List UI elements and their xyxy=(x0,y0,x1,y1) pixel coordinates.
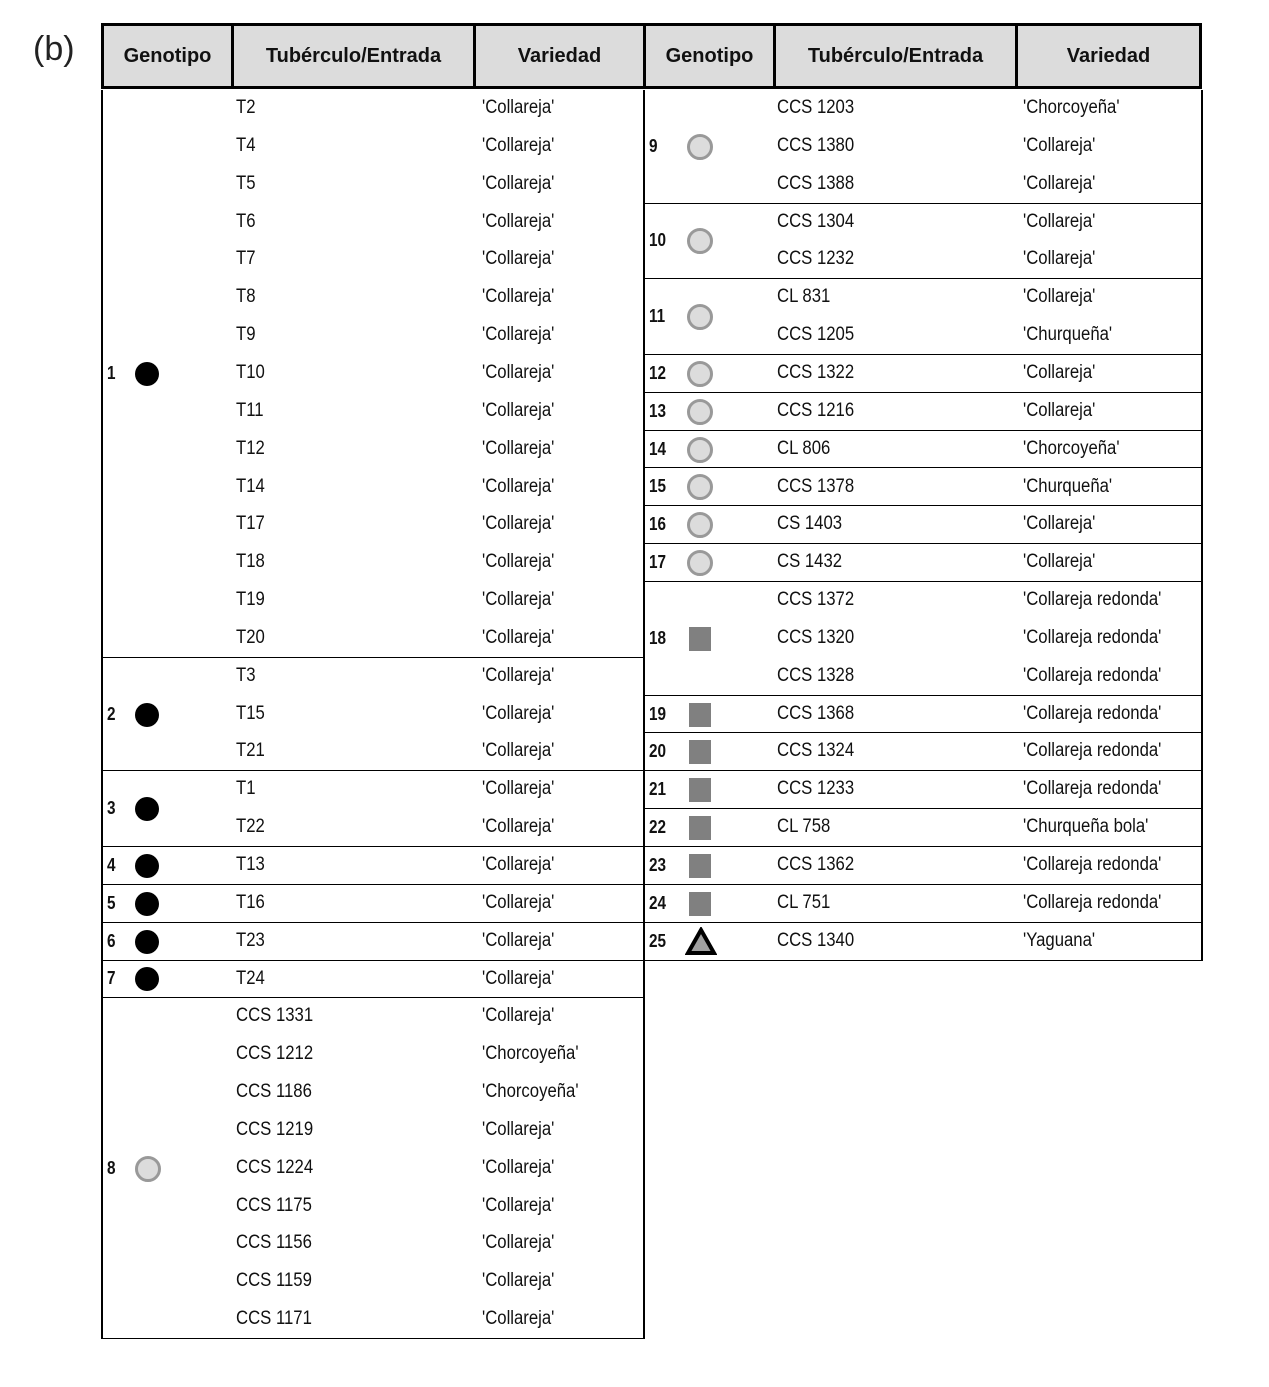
variety-cell: 'Churqueña bola' xyxy=(1023,816,1149,838)
genotype-number: 10 xyxy=(649,230,667,251)
variety-cell: 'Collareja' xyxy=(482,437,555,459)
variety-cell: 'Collareja' xyxy=(1023,361,1096,383)
genotype-group xyxy=(103,90,643,658)
hollow-circle-icon xyxy=(687,134,713,160)
variety-cell: 'Collareja' xyxy=(1023,399,1096,421)
variety-cell: 'Collareja' xyxy=(482,740,555,762)
variety-cell: 'Collareja' xyxy=(482,854,555,875)
variety-cell: 'Collareja' xyxy=(482,816,555,838)
genotype-number: 24 xyxy=(649,892,667,913)
variety-cell: 'Collareja' xyxy=(482,1118,555,1140)
tuber-cell: CCS 1233 xyxy=(777,778,855,800)
tuber-cell: T10 xyxy=(236,361,265,383)
panel-label: (b) xyxy=(33,30,75,68)
variety-cell: 'Collareja' xyxy=(482,361,555,383)
genotype-group xyxy=(103,771,643,847)
genotype-group xyxy=(103,658,643,772)
tuber-cell: CCS 1322 xyxy=(777,361,855,383)
tuber-cell: CCS 1159 xyxy=(236,1270,312,1292)
tuber-cell: T16 xyxy=(236,891,265,913)
filled-circle-icon xyxy=(135,703,159,727)
tuber-cell: T8 xyxy=(236,286,256,308)
filled-circle-icon xyxy=(135,892,159,916)
genotype-group xyxy=(645,771,1201,809)
hollow-circle-icon xyxy=(687,550,713,576)
header-variety-right: Variedad xyxy=(1066,45,1151,67)
variety-cell: 'Collareja' xyxy=(482,664,555,686)
genotype-number: 19 xyxy=(649,703,667,724)
variety-cell: 'Collareja' xyxy=(1023,210,1096,232)
tuber-cell: T20 xyxy=(236,626,265,648)
filled-circle-icon xyxy=(135,362,159,386)
genotype-number: 23 xyxy=(649,854,667,875)
filled-circle-icon xyxy=(135,854,159,878)
variety-cell: 'Chorcoyeña' xyxy=(1023,97,1120,118)
variety-cell: 'Collareja' xyxy=(482,626,555,648)
tuber-cell: CCS 1340 xyxy=(777,929,855,951)
genotype-group xyxy=(645,582,1201,696)
header-tuber-left: Tubérculo/Entrada xyxy=(234,26,476,86)
genotype-group xyxy=(645,469,1201,507)
genotype-group xyxy=(645,696,1201,734)
genotype-number: 4 xyxy=(107,854,116,875)
genotype-group xyxy=(645,393,1201,431)
tuber-cell: CS 1432 xyxy=(777,551,843,573)
tuber-cell: CCS 1219 xyxy=(236,1118,314,1140)
tuber-cell: T18 xyxy=(236,551,265,573)
genotype-number: 2 xyxy=(107,703,116,724)
variety-cell: 'Chorcoyeña' xyxy=(1023,437,1120,459)
square-icon xyxy=(689,703,711,727)
square-icon xyxy=(689,854,711,878)
header-tuber-right: Tubérculo/Entrada xyxy=(776,26,1018,86)
hollow-circle-icon xyxy=(687,512,713,538)
variety-cell: 'Collareja' xyxy=(482,172,555,194)
hollow-circle-icon xyxy=(687,304,713,330)
genotype-number: 6 xyxy=(107,930,116,951)
genotype-group xyxy=(103,885,643,923)
filled-circle-icon xyxy=(135,967,159,991)
genotype-number: 9 xyxy=(649,135,658,156)
tuber-cell: CCS 1212 xyxy=(236,1043,314,1065)
tuber-cell: CS 1403 xyxy=(777,513,843,535)
genotype-group xyxy=(103,847,643,885)
variety-cell: 'Collareja' xyxy=(482,1156,555,1178)
genotype-number: 22 xyxy=(649,817,667,838)
variety-cell: 'Collareja' xyxy=(482,891,555,913)
square-icon xyxy=(689,892,711,916)
tuber-cell: T3 xyxy=(236,664,256,686)
filled-circle-icon xyxy=(135,930,159,954)
genotype-number: 14 xyxy=(649,438,667,459)
header-genotype-right: Genotipo xyxy=(646,26,776,86)
variety-cell: 'Collareja' xyxy=(482,1270,555,1292)
tuber-cell: T14 xyxy=(236,475,265,497)
variety-cell: 'Collareja' xyxy=(482,1005,555,1027)
tuber-cell: CCS 1171 xyxy=(236,1308,312,1330)
hollow-circle-icon xyxy=(687,228,713,254)
genotype-number: 16 xyxy=(649,514,667,535)
tuber-cell: CCS 1205 xyxy=(777,324,855,346)
hollow-circle-icon xyxy=(687,361,713,387)
variety-cell: 'Collareja' xyxy=(1023,134,1096,156)
filled-circle-icon xyxy=(135,797,159,821)
genotype-group xyxy=(645,885,1201,923)
variety-cell: 'Churqueña' xyxy=(1023,324,1113,346)
tuber-cell: CCS 1388 xyxy=(777,172,855,194)
tuber-cell: CCS 1304 xyxy=(777,210,855,232)
left-table-body xyxy=(101,90,645,1339)
tuber-cell: T19 xyxy=(236,589,265,611)
genotype-group xyxy=(645,847,1201,885)
genotype-group xyxy=(103,923,643,961)
tuber-cell: T23 xyxy=(236,929,265,951)
tuber-cell: T15 xyxy=(236,702,265,724)
variety-cell: 'Collareja' xyxy=(482,967,555,989)
header-genotype-left: Genotipo xyxy=(104,26,234,86)
variety-cell: 'Collareja' xyxy=(1023,286,1096,308)
tuber-cell: T6 xyxy=(236,210,256,232)
square-icon xyxy=(689,778,711,802)
variety-cell: 'Collareja' xyxy=(482,551,555,573)
genotype-group xyxy=(645,923,1201,961)
genotype-number: 17 xyxy=(649,552,667,573)
tuber-cell: CCS 1224 xyxy=(236,1156,314,1178)
variety-cell: 'Collareja' xyxy=(482,589,555,611)
variety-cell: 'Collareja' xyxy=(482,97,555,118)
tuber-cell: CCS 1175 xyxy=(236,1194,312,1216)
genotype-group xyxy=(645,204,1201,280)
genotype-number: 8 xyxy=(107,1157,116,1178)
variety-cell: 'Collareja redonda' xyxy=(1023,740,1162,762)
tuber-cell: T4 xyxy=(236,134,256,156)
variety-cell: 'Collareja redonda' xyxy=(1023,702,1162,724)
tuber-cell: CL 751 xyxy=(777,891,831,913)
tuber-cell: CCS 1203 xyxy=(777,97,855,118)
square-icon xyxy=(689,627,711,651)
tuber-cell: T1 xyxy=(236,778,256,800)
tuber-cell: CCS 1372 xyxy=(777,589,855,611)
genotype-group xyxy=(645,544,1201,582)
variety-cell: 'Collareja' xyxy=(482,1232,555,1254)
tuber-cell: CCS 1320 xyxy=(777,626,855,648)
tuber-cell: T11 xyxy=(236,399,264,421)
variety-cell: 'Collareja' xyxy=(482,1308,555,1330)
tuber-cell: CCS 1378 xyxy=(777,475,855,497)
tuber-cell: T9 xyxy=(236,324,256,346)
tuber-cell: CCS 1216 xyxy=(777,399,855,421)
genotype-number: 1 xyxy=(107,362,116,383)
tuber-cell: T13 xyxy=(236,854,265,875)
triangle-icon xyxy=(685,927,717,960)
genotype-group xyxy=(645,355,1201,393)
variety-cell: 'Collareja' xyxy=(482,778,555,800)
tuber-cell: T7 xyxy=(236,248,256,270)
variety-cell: 'Collareja redonda' xyxy=(1023,778,1162,800)
variety-cell: 'Collareja' xyxy=(482,286,555,308)
genotype-number: 21 xyxy=(649,779,667,800)
variety-cell: 'Collareja redonda' xyxy=(1023,854,1162,875)
tuber-cell: CL 806 xyxy=(777,437,831,459)
square-icon xyxy=(689,816,711,840)
genotype-group xyxy=(103,998,643,1339)
hollow-circle-icon xyxy=(135,1156,161,1182)
variety-cell: 'Collareja' xyxy=(1023,248,1096,270)
tuber-cell: CCS 1328 xyxy=(777,664,855,686)
tuber-cell: T5 xyxy=(236,172,256,194)
variety-cell: 'Collareja redonda' xyxy=(1023,664,1162,686)
tuber-cell: T12 xyxy=(236,437,265,459)
variety-cell: 'Collareja redonda' xyxy=(1023,626,1162,648)
variety-cell: 'Collareja' xyxy=(1023,551,1096,573)
genotype-number: 18 xyxy=(649,627,667,648)
tuber-cell: CCS 1186 xyxy=(236,1081,312,1103)
tuber-cell: T22 xyxy=(236,816,265,838)
variety-cell: 'Collareja' xyxy=(482,702,555,724)
tuber-cell: CCS 1156 xyxy=(236,1232,312,1254)
genotype-number: 15 xyxy=(649,476,667,497)
variety-cell: 'Collareja' xyxy=(482,324,555,346)
tuber-cell: CL 831 xyxy=(777,286,831,308)
genotype-number: 7 xyxy=(107,968,116,989)
variety-cell: 'Collareja' xyxy=(482,134,555,156)
variety-cell: 'Collareja redonda' xyxy=(1023,891,1162,913)
genotype-number: 12 xyxy=(649,362,667,383)
genotype-number: 25 xyxy=(649,930,667,951)
variety-cell: 'Collareja' xyxy=(482,929,555,951)
tuber-cell: T21 xyxy=(236,740,265,762)
variety-cell: 'Collareja' xyxy=(482,475,555,497)
variety-cell: 'Collareja' xyxy=(482,399,555,421)
hollow-circle-icon xyxy=(687,474,713,500)
genotype-group xyxy=(645,90,1201,204)
variety-cell: 'Collareja' xyxy=(482,210,555,232)
tuber-cell: CCS 1380 xyxy=(777,134,855,156)
variety-cell: 'Collareja' xyxy=(482,1194,555,1216)
hollow-circle-icon xyxy=(687,437,713,463)
header-variety-left: Variedad xyxy=(476,26,646,86)
variety-cell: 'Collareja' xyxy=(482,248,555,270)
genotype-number: 11 xyxy=(649,306,666,327)
genotype-number: 3 xyxy=(107,798,116,819)
genotype-number: 5 xyxy=(107,892,116,913)
variety-cell: 'Collareja' xyxy=(482,513,555,535)
tuber-cell: CL 758 xyxy=(777,816,831,838)
variety-cell: 'Chorcoyeña' xyxy=(482,1043,579,1065)
genotype-group xyxy=(645,809,1201,847)
tuber-cell: CCS 1368 xyxy=(777,702,855,724)
tuber-cell: T17 xyxy=(236,513,265,535)
tuber-cell: CCS 1331 xyxy=(236,1005,314,1027)
tuber-cell: T2 xyxy=(236,97,256,118)
tuber-cell: T24 xyxy=(236,967,265,989)
variety-cell: 'Collareja' xyxy=(1023,172,1096,194)
variety-cell: 'Churqueña' xyxy=(1023,475,1113,497)
genotype-group xyxy=(103,961,643,999)
genotype-number: 20 xyxy=(649,741,667,762)
genotype-group xyxy=(645,506,1201,544)
genotype-group xyxy=(645,279,1201,355)
genotype-group xyxy=(645,431,1201,469)
variety-cell: 'Chorcoyeña' xyxy=(482,1081,579,1103)
tuber-cell: CCS 1324 xyxy=(777,740,855,762)
tuber-cell: CCS 1362 xyxy=(777,854,855,875)
hollow-circle-icon xyxy=(687,399,713,425)
variety-cell: 'Yaguana' xyxy=(1023,929,1096,951)
variety-cell: 'Collareja' xyxy=(1023,513,1096,535)
tuber-cell: CCS 1232 xyxy=(777,248,855,270)
variety-cell: 'Collareja redonda' xyxy=(1023,589,1162,611)
right-table-body xyxy=(643,90,1203,961)
square-icon xyxy=(689,740,711,764)
table-header xyxy=(101,23,1202,89)
genotype-number: 13 xyxy=(649,400,667,421)
genotype-group xyxy=(645,733,1201,771)
